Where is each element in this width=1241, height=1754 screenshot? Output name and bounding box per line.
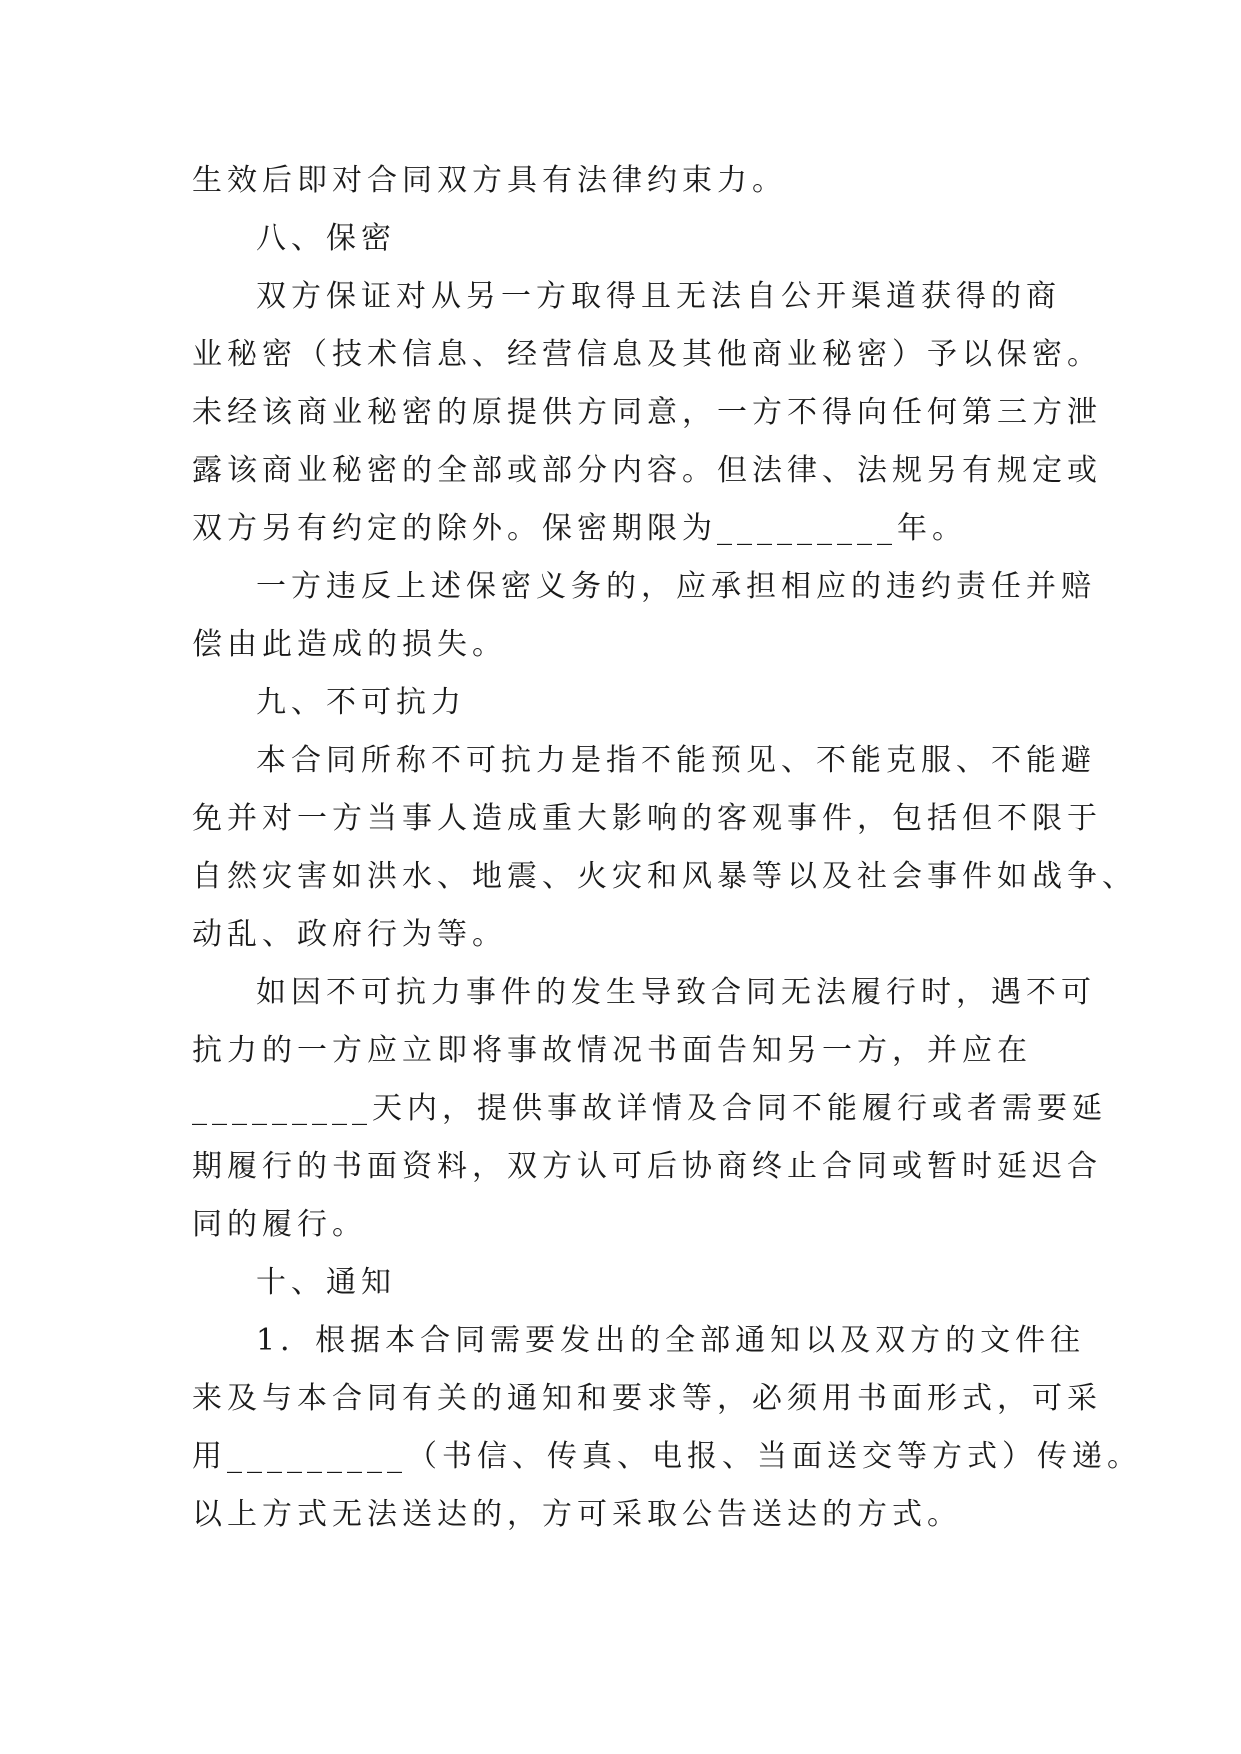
text-line: 偿由此造成的损失。: [192, 627, 507, 662]
text-line: _________天内，提供事故详情及合同不能履行或者需要延: [192, 1091, 1107, 1126]
text-line: 自然灾害如洪水、地震、火灾和风暴等以及社会事件如战争、: [192, 859, 1137, 894]
text-line: 如因不可抗力事件的发生导致合同无法履行时，遇不可: [256, 975, 1096, 1010]
text-line: 一方违反上述保密义务的，应承担相应的违约责任并赔: [256, 569, 1096, 604]
contract-body-text: [192, 152, 1142, 1544]
text-line: 抗力的一方应立即将事故情况书面告知另一方，并应在: [192, 1033, 1032, 1068]
text-line: 以上方式无法送达的，方可采取公告送达的方式。: [192, 1497, 962, 1532]
text-line: 动乱、政府行为等。: [192, 917, 507, 952]
text-line: 未经该商业秘密的原提供方同意，一方不得向任何第三方泄: [192, 395, 1102, 430]
text-line: 免并对一方当事人造成重大影响的客观事件，包括但不限于: [192, 801, 1102, 836]
section-heading-notice: 十、通知: [256, 1265, 396, 1300]
text-line: 露该商业秘密的全部或部分内容。但法律、法规另有规定或: [192, 453, 1102, 488]
text-line: 用_________（书信、传真、电报、当面送交等方式）传递。: [192, 1439, 1142, 1474]
text-line: 来及与本合同有关的通知和要求等，必须用书面形式，可采: [192, 1381, 1102, 1416]
text-line: 本合同所称不可抗力是指不能预见、不能克服、不能避: [256, 743, 1096, 778]
text-line: 业秘密（技术信息、经营信息及其他商业秘密）予以保密。: [192, 337, 1102, 372]
text-line: 生效后即对合同双方具有法律约束力。: [192, 163, 787, 198]
text-line: 同的履行。: [192, 1207, 367, 1242]
text-line: 1．根据本合同需要发出的全部通知以及双方的文件往: [256, 1323, 1086, 1358]
section-heading-confidentiality: 八、保密: [256, 221, 396, 256]
section-heading-force-majeure: 九、不可抗力: [256, 685, 466, 720]
text-line: 期履行的书面资料，双方认可后协商终止合同或暂时延迟合: [192, 1149, 1102, 1184]
text-line: 双方另有约定的除外。保密期限为_________年。: [192, 511, 967, 546]
text-line: 双方保证对从另一方取得且无法自公开渠道获得的商: [256, 279, 1061, 314]
